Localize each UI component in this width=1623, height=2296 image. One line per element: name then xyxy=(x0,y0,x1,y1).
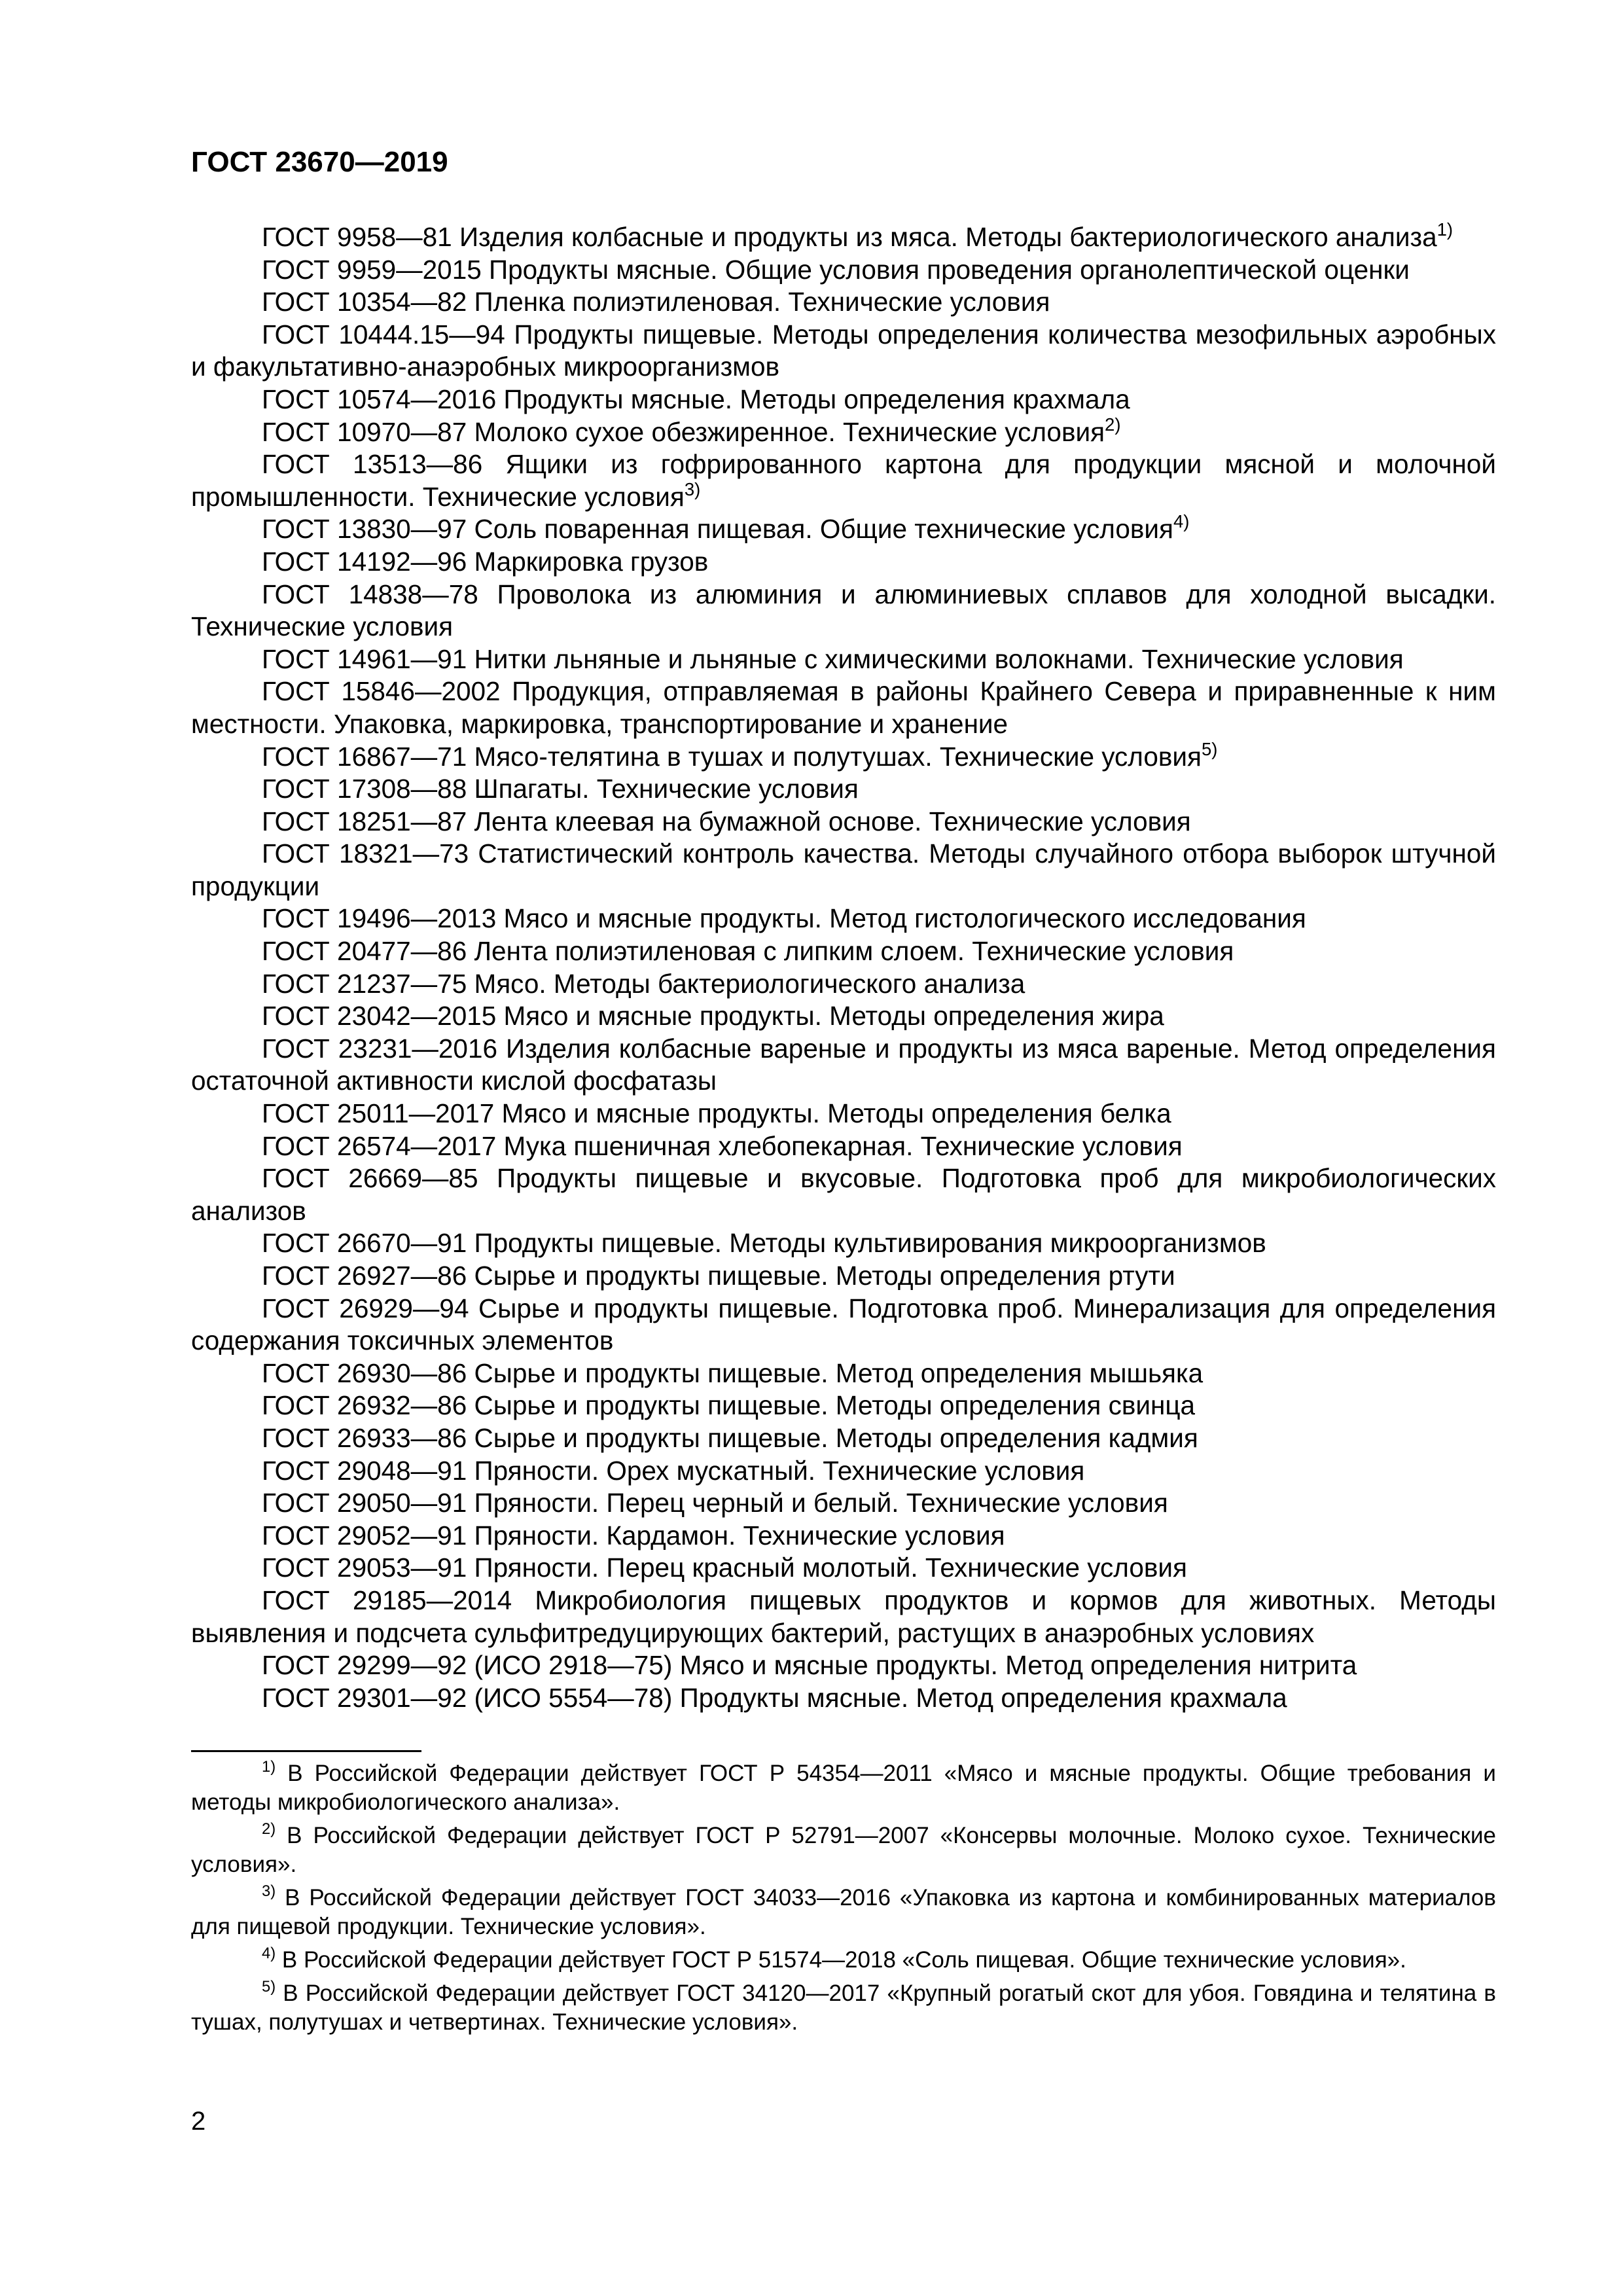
reference-item xyxy=(191,1293,1496,1357)
footnote-marker: 4) xyxy=(1173,511,1190,532)
reference-text: ГОСТ 29050—91 Пряности. Перец черный и белый. Технические условия xyxy=(262,1488,1168,1518)
reference-item xyxy=(191,806,1496,838)
reference-text: ГОСТ 26927—86 Сырье и продукты пищевые. Методы определения ртути xyxy=(262,1261,1175,1291)
reference-item xyxy=(191,416,1496,449)
reference-item xyxy=(191,1520,1496,1552)
reference-text: ГОСТ 10970—87 Молоко сухое обезжиренное. Технические условия xyxy=(262,416,1105,447)
reference-text: ГОСТ 29301—92 (ИСО 5554—78) Продукты мясные. Метод определения крахмала xyxy=(262,1682,1287,1713)
reference-text: ГОСТ 9958—81 Изделия колбасные и продукты из мяса. Методы бактериологического анализа xyxy=(262,222,1437,252)
footnote-marker: 1) xyxy=(1436,219,1454,240)
reference-text: ГОСТ 23231—2016 Изделия колбасные вареные и продукты из мяса вареные. Метод определения остаточной активности кислой фосфатазы xyxy=(191,1033,1496,1096)
reference-text: ГОСТ 26932—86 Сырье и продукты пищевые. Методы определения свинца xyxy=(262,1390,1196,1421)
reference-text: ГОСТ 29185—2014 Микробиология пищевых продуктов и кормов для животных. Методы выявления и подсчета сульфитредуцирующих бактерий, растущих в анаэробных условиях xyxy=(191,1585,1496,1648)
reference-item xyxy=(191,1422,1496,1455)
reference-item xyxy=(191,319,1496,384)
reference-item xyxy=(191,254,1496,287)
reference-item xyxy=(191,1130,1496,1163)
reference-item xyxy=(191,968,1496,1001)
footnote-number: 2) xyxy=(262,1820,276,1839)
reference-text: ГОСТ 23042—2015 Мясо и мясные продукты. Методы определения жира xyxy=(262,1001,1164,1031)
reference-text: ГОСТ 10574—2016 Продукты мясные. Методы определения крахмала xyxy=(262,384,1130,414)
reference-item xyxy=(191,546,1496,579)
reference-item xyxy=(191,1649,1496,1682)
footnote-item xyxy=(191,1979,1496,2037)
reference-text: ГОСТ 14192—96 Маркировка грузов xyxy=(262,546,709,577)
reference-item xyxy=(191,1000,1496,1033)
reference-item xyxy=(191,1585,1496,1649)
reference-text: ГОСТ 26670—91 Продукты пищевые. Методы культивирования микроорганизмов xyxy=(262,1228,1266,1259)
footnote-marker: 2) xyxy=(1105,414,1121,435)
reference-item xyxy=(191,1162,1496,1227)
reference-text: ГОСТ 13513—86 Ящики из гофрированного картона для продукции мясной и молочной промышленности. Технические условия xyxy=(191,449,1496,512)
footnote-text: В Российской Федерации действует ГОСТ 34120—2017 «Крупный рогатый скот для убоя. Говядина и телятина в тушах, полутушах и четвертинах. Технические условия». xyxy=(191,1981,1496,2035)
reference-item xyxy=(191,1098,1496,1130)
reference-item xyxy=(191,643,1496,676)
footnote-number: 5) xyxy=(262,1978,276,1996)
reference-text: ГОСТ 29052—91 Пряности. Кардамон. Технические условия xyxy=(262,1520,1005,1551)
footnote-marker: 5) xyxy=(1201,738,1218,759)
reference-item xyxy=(191,384,1496,416)
reference-text: ГОСТ 17308—88 Шпагаты. Технические условия xyxy=(262,774,859,804)
reference-text: ГОСТ 10354—82 Пленка полиэтиленовая. Технические условия xyxy=(262,287,1050,317)
reference-item xyxy=(191,1487,1496,1520)
footnote-text: В Российской Федерации действует ГОСТ 34033—2016 «Упаковка из картона и комбинированных материалов для пищевой продукции. Технические условия». xyxy=(191,1885,1496,1939)
reference-item xyxy=(191,1033,1496,1098)
footnote-item xyxy=(191,1946,1496,1975)
reference-item xyxy=(191,1682,1496,1715)
reference-item xyxy=(191,838,1496,903)
reference-text: ГОСТ 19496—2013 Мясо и мясные продукты. Метод гистологического исследования xyxy=(262,903,1306,934)
reference-text: ГОСТ 13830—97 Соль поваренная пищевая. Общие технические условия xyxy=(262,514,1173,545)
reference-item xyxy=(191,738,1496,774)
reference-text: ГОСТ 26930—86 Сырье и продукты пищевые. Метод определения мышьяка xyxy=(262,1357,1204,1388)
reference-item xyxy=(191,448,1496,513)
reference-text: ГОСТ 29048—91 Пряности. Орех мускатный. Технические условия xyxy=(262,1455,1085,1486)
footnote-number: 1) xyxy=(262,1758,276,1776)
reference-text: ГОСТ 10444.15—94 Продукты пищевые. Методы определения количества мезофильных аэробных и факультативно-анаэробных микроорганизмов xyxy=(191,319,1496,382)
footnote-text: В Российской Федерации действует ГОСТ Р 54354—2011 «Мясо и мясные продукты. Общие требования и методы микробиологического анализа». xyxy=(191,1761,1496,1815)
footnote-separator xyxy=(191,1750,421,1752)
reference-text: ГОСТ 9959—2015 Продукты мясные. Общие условия проведения органолептической оценки xyxy=(262,254,1410,285)
footnote-number: 4) xyxy=(262,1945,276,1963)
reference-text: ГОСТ 15846—2002 Продукция, отправляемая в районы Крайнего Севера и приравненные к ним местности. Упаковка, маркировка, транспортирование и хранение xyxy=(191,676,1496,739)
reference-item xyxy=(191,221,1496,254)
reference-item xyxy=(191,1357,1496,1390)
reference-item xyxy=(191,903,1496,935)
reference-text: ГОСТ 14961—91 Нитки льняные и льняные с химическими волокнами. Технические условия xyxy=(262,643,1404,674)
footnote-marker: 3) xyxy=(684,478,701,499)
reference-item xyxy=(191,935,1496,968)
document-header: ГОСТ 23670—2019 xyxy=(191,146,448,178)
reference-text: ГОСТ 18321—73 Статистический контроль качества. Методы случайного отбора выборок штучной продукции xyxy=(191,838,1496,901)
reference-text: ГОСТ 26929—94 Сырье и продукты пищевые. Подготовка проб. Минерализация для определения содержания токсичных элементов xyxy=(191,1293,1496,1356)
footnote-item xyxy=(191,1884,1496,1941)
reference-item xyxy=(191,773,1496,806)
reference-item xyxy=(191,1227,1496,1260)
footnote-text: В Российской Федерации действует ГОСТ Р 52791—2007 «Консервы молочные. Молоко сухое. Технические условия». xyxy=(191,1823,1496,1877)
page-number: 2 xyxy=(191,2107,206,2136)
reference-text: ГОСТ 26669—85 Продукты пищевые и вкусовые. Подготовка проб для микробиологических анализов xyxy=(191,1163,1496,1226)
footnote-item xyxy=(191,1759,1496,1817)
reference-text: ГОСТ 29053—91 Пряности. Перец красный молотый. Технические условия xyxy=(262,1552,1187,1583)
reference-text: ГОСТ 26574—2017 Мука пшеничная хлебопекарная. Технические условия xyxy=(262,1130,1183,1161)
reference-item xyxy=(191,286,1496,319)
reference-text: ГОСТ 20477—86 Лента полиэтиленовая с липким слоем. Технические условия xyxy=(262,936,1234,967)
reference-text: ГОСТ 29299—92 (ИСО 2918—75) Мясо и мясные продукты. Метод определения нитрита xyxy=(262,1650,1357,1681)
reference-text: ГОСТ 26933—86 Сырье и продукты пищевые. Методы определения кадмия xyxy=(262,1422,1198,1453)
reference-text: ГОСТ 25011—2017 Мясо и мясные продукты. Методы определения белка xyxy=(262,1098,1171,1129)
reference-item xyxy=(191,1390,1496,1422)
reference-text: ГОСТ 18251—87 Лента клеевая на бумажной основе. Технические условия xyxy=(262,806,1191,836)
footnotes-list xyxy=(191,1759,1496,2041)
reference-item xyxy=(191,513,1496,546)
reference-item xyxy=(191,1552,1496,1585)
reference-item xyxy=(191,1260,1496,1293)
footnote-item xyxy=(191,1821,1496,1879)
reference-item xyxy=(191,1455,1496,1488)
reference-text: ГОСТ 16867—71 Мясо-телятина в тушах и полутушах. Технические условия xyxy=(262,741,1202,772)
reference-text: ГОСТ 21237—75 Мясо. Методы бактериологического анализа xyxy=(262,968,1026,999)
reference-text: ГОСТ 14838—78 Проволока из алюминия и алюминиевых сплавов для холодной высадки. Технические условия xyxy=(191,579,1496,642)
normative-references-list xyxy=(191,221,1496,1714)
footnote-number: 3) xyxy=(262,1882,276,1901)
footnote-text: В Российской Федерации действует ГОСТ Р 51574—2018 «Соль пищевая. Общие технические условия». xyxy=(276,1947,1406,1973)
reference-item xyxy=(191,579,1496,643)
reference-item xyxy=(191,675,1496,740)
